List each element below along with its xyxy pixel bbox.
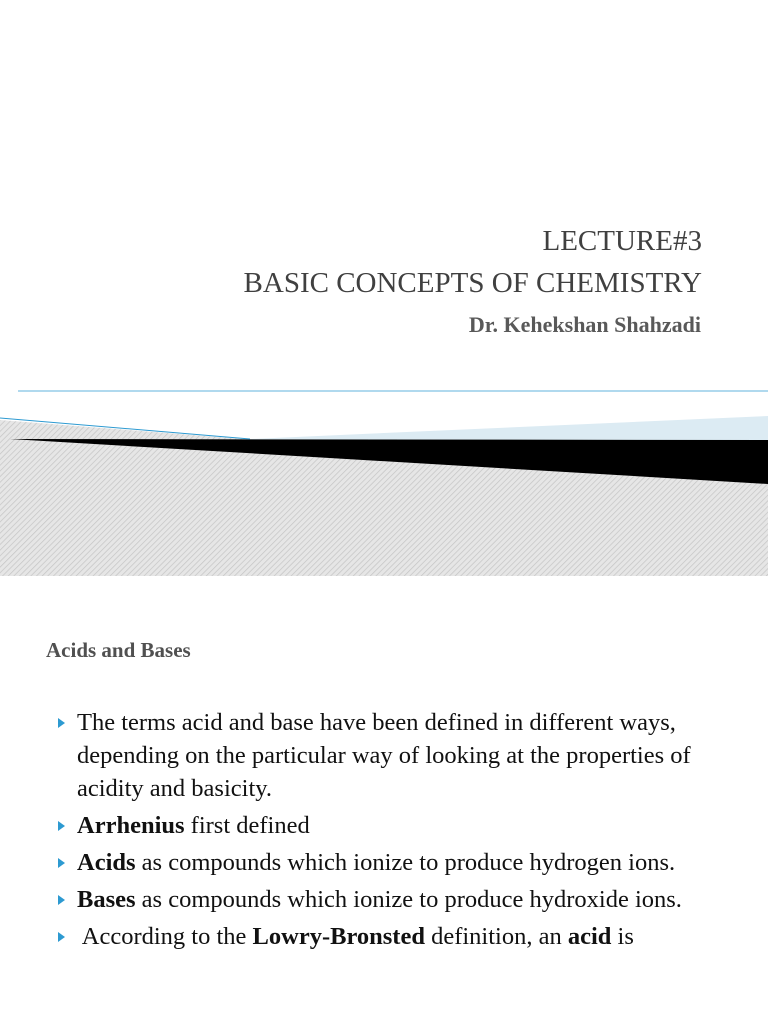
slide-title xyxy=(244,220,702,304)
list-item xyxy=(56,883,716,916)
bullet-arrow-icon xyxy=(58,932,65,942)
bullet-bold-term: Acids xyxy=(77,849,136,876)
bullet-text: first defined xyxy=(184,812,310,839)
bullet-list xyxy=(56,706,716,957)
title-line-2: BASIC CONCEPTS OF CHEMISTRY xyxy=(243,267,702,299)
list-item xyxy=(56,846,716,879)
list-item xyxy=(56,920,716,953)
bullet-bold-term: Bases xyxy=(77,886,136,913)
bullet-text: According to the xyxy=(77,923,253,950)
bullet-text: as compounds which ionize to produce hydrogen ions. xyxy=(135,849,676,876)
bullet-text: definition, an xyxy=(424,923,568,950)
bullet-arrow-icon xyxy=(58,895,65,905)
list-item xyxy=(56,706,716,805)
bullet-text: The terms acid and base have been defined in different ways, depending on the particular way of looking at the properties of acidity and basicity. xyxy=(77,709,691,802)
content-slide xyxy=(0,576,768,1024)
author-subtitle: Dr. Kehekshan Shahzadi xyxy=(468,312,701,337)
bullet-text: is xyxy=(611,923,634,950)
bullet-arrow-icon xyxy=(58,821,65,831)
bullet-arrow-icon xyxy=(58,718,65,728)
bullet-bold-term: acid xyxy=(567,923,612,950)
bullet-bold-term: Lowry-Bronsted xyxy=(252,923,425,950)
bullet-arrow-icon xyxy=(58,858,65,868)
light-blue-band xyxy=(250,416,768,440)
slide-heading: Acids and Bases xyxy=(46,638,191,662)
bullet-text: as compounds which ionize to produce hydroxide ions. xyxy=(135,886,682,913)
bullet-bold-term: Arrhenius xyxy=(77,812,185,839)
title-line-1: LECTURE#3 xyxy=(542,225,702,257)
list-item xyxy=(56,809,716,842)
decorative-banner xyxy=(0,380,768,576)
